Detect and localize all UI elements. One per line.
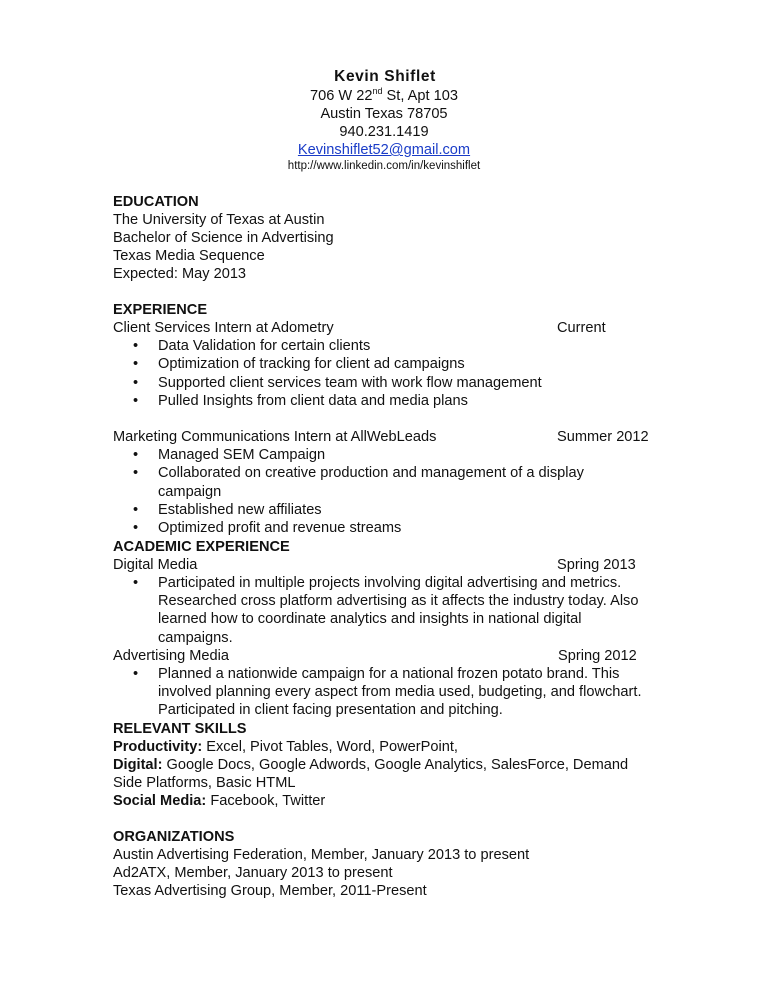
resume-header — [0, 67, 768, 174]
list-item — [113, 355, 673, 373]
address-apt: St, Apt 103 — [382, 88, 458, 104]
skill-label: Digital: — [113, 756, 163, 773]
bullet-text: Participated in multiple projects involving digital advertising and metrics. Researched cross platform advertising as it affects the industry today. Also learned how to coordinate analytics and insights in national digital campaigns. — [158, 574, 639, 646]
job-title-row — [113, 319, 673, 337]
bullet-text: Planned a nationwide campaign for a national frozen potato brand. This involved planning every aspect from media used, budgeting, and flowchart. Participated in client facing presentation and pitching. — [158, 665, 642, 719]
bullet-icon: • — [133, 374, 139, 391]
list-item — [113, 464, 613, 501]
bullet-text: Pulled Insights from client data and media plans — [158, 392, 468, 409]
address-ordinal: nd — [372, 86, 383, 97]
course-bullets — [113, 574, 648, 647]
spacer — [113, 810, 673, 828]
bullet-icon: • — [133, 574, 139, 591]
skills-heading: RELEVANT SKILLS — [113, 720, 247, 737]
academic-heading: ACADEMIC EXPERIENCE — [113, 538, 290, 555]
phone-line: 940.231.1419 — [339, 124, 429, 140]
bullet-icon: • — [133, 520, 139, 537]
list-item — [113, 392, 673, 410]
education-line: Bachelor of Science in Advertising — [113, 230, 334, 246]
organization-line: Austin Advertising Federation, Member, January 2013 to present — [113, 846, 530, 863]
skill-line-digital-cont: Side Platforms, Basic HTML — [113, 774, 296, 791]
bullet-text: Supported client services team with work flow management — [158, 374, 542, 391]
education-line: Texas Media Sequence — [113, 248, 265, 264]
job-role: Client Services Intern at Adometry — [113, 320, 334, 336]
list-item — [113, 501, 613, 519]
address-line — [0, 87, 768, 105]
bullet-icon: • — [133, 356, 139, 373]
spacer — [113, 283, 673, 301]
list-item — [113, 337, 673, 355]
course-bullets — [113, 665, 648, 720]
resume-body — [113, 193, 673, 900]
course-name: Digital Media — [113, 556, 198, 573]
education-line: Expected: May 2013 — [113, 266, 247, 282]
education-heading: EDUCATION — [113, 194, 199, 210]
bullet-text: Established new affiliates — [158, 502, 322, 519]
organizations-heading: ORGANIZATIONS — [113, 828, 235, 845]
education-line: The University of Texas at Austin — [113, 212, 325, 228]
job-date: Summer 2012 — [557, 429, 649, 446]
skill-value: Excel, Pivot Tables, Word, PowerPoint, — [202, 738, 458, 755]
course-date: Spring 2012 — [558, 647, 637, 664]
bullet-text: Data Validation for certain clients — [158, 338, 371, 354]
list-item — [113, 574, 648, 647]
course-title-row — [113, 556, 673, 574]
list-item — [113, 446, 613, 464]
job-role: Marketing Communications Intern at AllWebLeads — [113, 429, 437, 446]
course-title-row — [113, 647, 673, 665]
city-line: Austin Texas 78705 — [320, 106, 448, 122]
bullet-text: Optimized profit and revenue streams — [158, 520, 402, 537]
job-bullets — [113, 337, 673, 410]
skill-label: Social Media: — [113, 792, 207, 809]
skill-value: Google Docs, Google Adwords, Google Analytics, SalesForce, Demand — [162, 756, 629, 773]
job-date: Current — [557, 320, 606, 336]
bullet-icon: • — [133, 338, 139, 354]
bullet-text: Managed SEM Campaign — [158, 447, 326, 464]
course-date: Spring 2013 — [557, 556, 636, 573]
job-bullets — [113, 446, 613, 537]
experience-heading: EXPERIENCE — [113, 302, 208, 318]
skill-line-digital — [113, 756, 673, 774]
list-item — [113, 519, 613, 537]
skill-line-productivity — [113, 738, 673, 756]
skill-value: Facebook, Twitter — [206, 792, 326, 809]
organization-line: Ad2ATX, Member, January 2013 to present — [113, 864, 393, 881]
address-street: 706 W 22 — [310, 88, 373, 104]
job-title-row — [113, 428, 673, 446]
bullet-icon: • — [133, 392, 139, 409]
email-link[interactable]: Kevinshiflet52@gmail.com — [297, 142, 471, 158]
bullet-text: Collaborated on creative production and management of a display campaign — [158, 465, 584, 500]
bullet-icon: • — [133, 502, 139, 519]
bullet-icon: • — [133, 465, 139, 482]
skill-label: Productivity: — [113, 738, 203, 755]
list-item — [113, 665, 648, 720]
bullet-icon: • — [133, 447, 139, 464]
email-line — [0, 141, 768, 159]
spacer — [113, 410, 673, 428]
organization-line: Texas Advertising Group, Member, 2011-Present — [113, 882, 427, 899]
bullet-text: Optimization of tracking for client ad campaigns — [158, 356, 465, 373]
applicant-name: Kevin Shiflet — [334, 68, 436, 85]
course-name: Advertising Media — [113, 647, 229, 664]
skill-line-social — [113, 792, 673, 810]
linkedin-url[interactable]: http://www.linkedin.com/in/kevinshiflet — [287, 160, 481, 172]
bullet-icon: • — [133, 665, 139, 682]
list-item — [113, 374, 673, 392]
